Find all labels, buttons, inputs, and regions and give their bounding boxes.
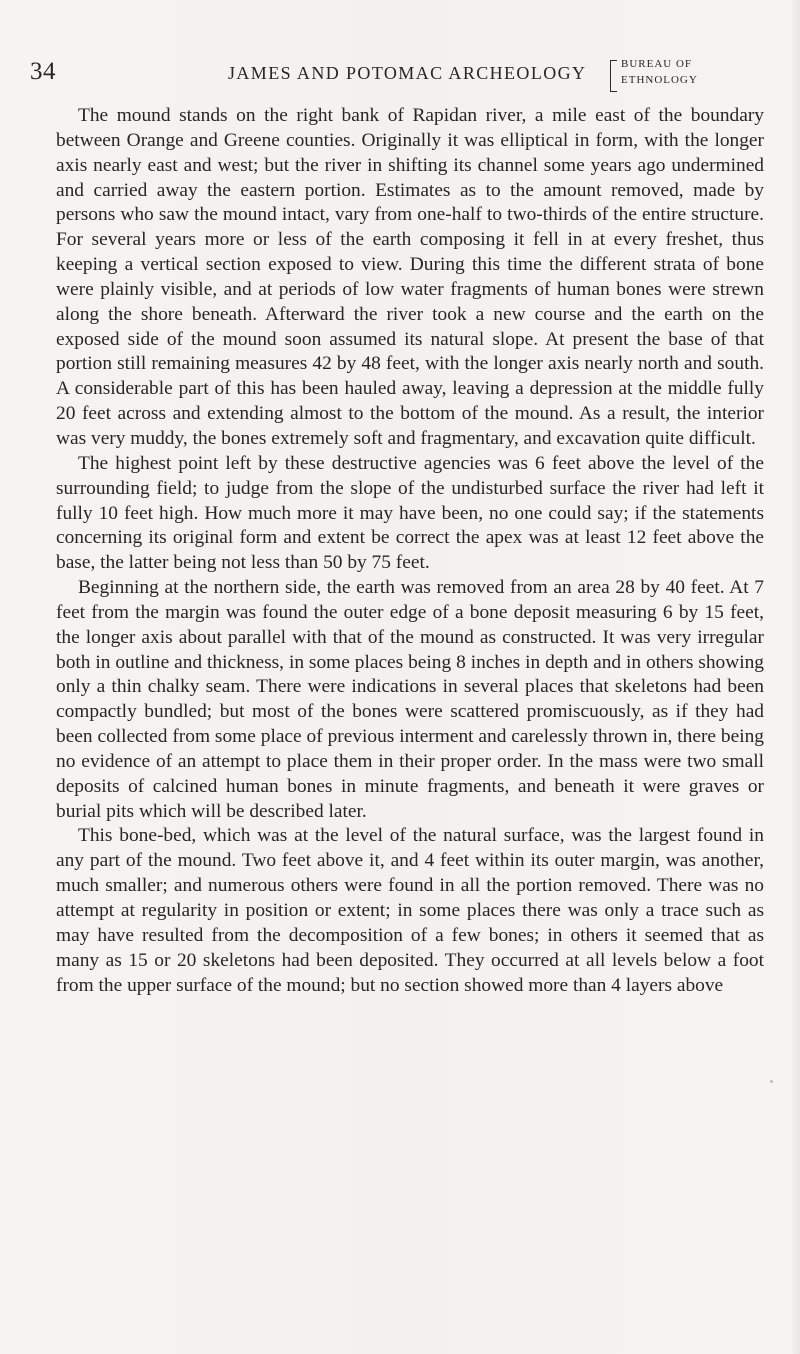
- body-text: [56, 104, 764, 998]
- bracket-glyph: [610, 60, 617, 92]
- paragraph-1: The mound stands on the right bank of Rapidan river, a mile east of the boundary between Orange and Greene counties. Originally it was elliptical in form, with the longer axis nearly east and west; but the river in shifting its channel some years ago undermined and carried away the eastern portion. Estimates as to the amount removed, made by persons who saw the mound intact, vary from one-half to two-thirds of the entire structure. For several years more or less of the earth composing it fell in at every freshet, thus keeping a vertical section exposed to view. During this time the different strata of bone were plainly visible, and at periods of low water fragments of human bones were strewn along the shore beneath. Afterward the river took a new course and the earth on the exposed side of the mound soon assumed its natural slope. At present the base of that portion still remaining measures 42 by 48 feet, with the longer axis nearly north and south. A considerable part of this has been hauled away, leaving a depression at the middle fully 20 feet across and extending almost to the bottom of the mound. As a result, the interior was very muddy, the bones extremely soft and fragmentary, and excavation quite difficult.: [56, 105, 764, 449]
- page-number: 34: [30, 58, 56, 85]
- paragraph-3: Beginning at the northern side, the earth was removed from an area 28 by 40 feet. At 7 feet from the margin was found the outer edge of a bone deposit measuring 6 by 15 feet, the longer axis about parallel with that of the mound as constructed. It was very irregular both in outline and thickness, in some places being 8 inches in depth and in others showing only a thin chalky seam. There were indications in several places that skeletons had been compactly bundled; but most of the bones were scattered promiscuously, as if they had been collected from some place of previous interment and carelessly thrown in, there being no evidence of an attempt to place them in their proper order. In the mass were two small deposits of calcined human bones in minute fragments, and beneath it were graves or burial pits which will be described later.: [56, 577, 764, 822]
- page-edge-shadow: [790, 0, 800, 1354]
- bureau-mark: [610, 58, 760, 94]
- running-head: JAMES AND POTOMAC ARCHEOLOGY: [228, 63, 587, 83]
- bureau-line-1: BUREAU OF: [621, 58, 693, 70]
- paper-speck: [770, 1080, 773, 1083]
- paragraph-4: This bone-bed, which was at the level of the natural surface, was the largest found in any part of the mound. Two feet above it, and 4 feet within its outer margin, was another, much smaller; and numerous others were found in all the portion removed. There was no attempt at regularity in position or extent; in some places there was only a trace such as may have resulted from the decomposition of a few bones; in others it seemed that as many as 15 or 20 skeletons had been deposited. They occurred at all levels below a foot from the upper surface of the mound; but no section showed more than 4 layers above: [56, 825, 764, 996]
- page-header: [30, 58, 760, 98]
- bureau-line-2: ETHNOLOGY: [621, 74, 698, 86]
- paragraph-2: The highest point left by these destructive agencies was 6 feet above the level of the surrounding field; to judge from the slope of the undisturbed surface the river had left it fully 10 feet high. How much more it may have been, no one could say; if the statements concerning its original form and extent be correct the apex was at least 12 feet above the base, the latter being not less than 50 by 75 feet.: [56, 452, 764, 574]
